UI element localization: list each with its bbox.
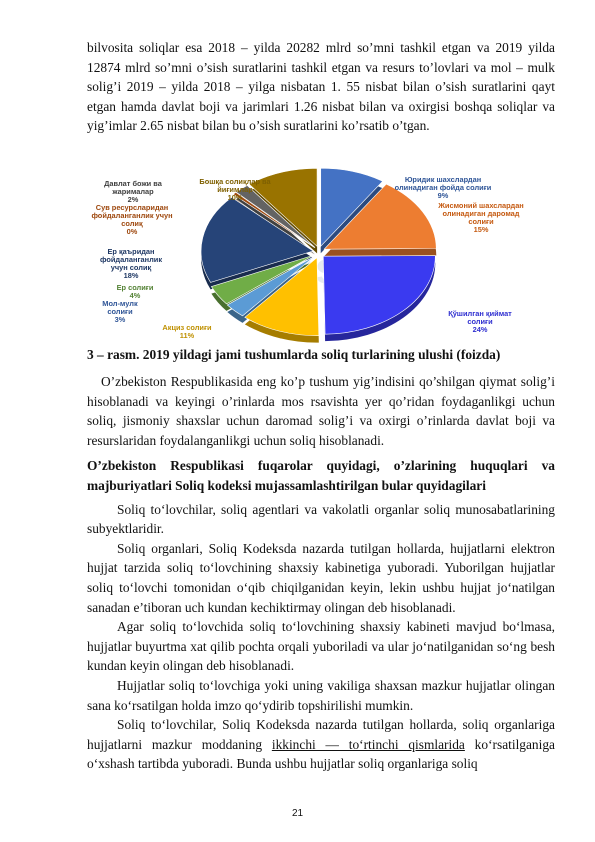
label-subsoil-tax: Ер қаъридан фойдаланганлик учун солиқ 18% [99, 247, 163, 280]
paragraph-personal-delivery: Hujjatlar soliq to‘lovchiga yoki uning vakiliga shaxsan mazkur hujjatlar olingan sana ko‘rsatilgan holda imzo qo‘ydirib topshirilishi mumkin. [87, 677, 555, 713]
paragraph-vat-summary: O’zbekiston Respublikasida eng ko’p tushum yig’indisini qo’shilgan qiymat solig’i hisoblanadi va keyingi o’rinlarda mos rsavishta yer qo’ridan foydaganlikgi uchun soliq, jismoniy shaxslar uchun daromad solig’i va oxirgi o’rinlarda davlat boji va resurslaridan foydalanganlikgi uchun soliq hisoblanadi. [87, 374, 555, 448]
label-profit-tax: Юридик шахслардан олинадиган фойда солиғи 9% [394, 175, 492, 200]
paragraph-taxpayer-docs [87, 715, 555, 774]
figure-caption: 3 – rasm. 2019 yildagi jami tushumlarda soliq turlarining ulushi (foizda) [87, 347, 501, 362]
paragraph-intro: bilvosita soliqlar esa 2018 – yilda 20282 mlrd so’mni tashkil etgan va 2019 yilda 12874 mlrd so’mni o’sish suratlarini tashkil etgan va resurs to’lovlari va mol – mulk solig’i 2019 – yilda 2018 – yilga nisbatan 1. 55 nisbat bilan o’sish suratlarini qayt etgan hamda davlat boji va jarimlari 1.26 nisbat bilan va oxirgisi boshqa soliqlar va yig’imlar 2.65 nisbat bilan bu o’sish suratlarini ko’rsatib o’tgan. [87, 40, 555, 134]
text-part-a: Soliq to‘lovchilar, Soliq Kodeksda nazarda tutilgan hollarda, soliq organlariga hujjatlarni mazkur moddaning [87, 717, 555, 752]
tax-share-pie-chart [87, 168, 555, 343]
label-vat: Қўшилган қиймат солиғи 24% [448, 309, 512, 334]
paragraph-electronic-docs: Soliq organlari, Soliq Kodeksda nazarda tutilgan hollarda, hujjatlarni elektron hujjat tarzida soliq to‘lovchining shaxsiy kabinetiga yuboradi. Yuborilgan hujjatlar soliq to‘lovchi tomonidan o‘qib chiqilganidan keyin, lekin ushbu hujjat jo‘natilgan sanadan e’tiboran uch kundan kechiktirmay olingan deb hisoblanadi. [87, 540, 555, 615]
page-number: 21 [291, 808, 304, 819]
paragraph-postal-docs: Agar soliq to‘lovchida soliq to‘lovchining shaxsiy kabineti mavjud bo‘lmasa, hujjatlar buyurtma xat qilib pochta orqali yuboriladi va ular jo‘natilganidan so‘ng besh kundan keyin olingan deb hisoblanadi. [87, 619, 555, 674]
label-land-tax: Ер солиғи 4% [116, 283, 154, 300]
label-other-taxes: Бошқа солиқлар ва йиғимлар 10% [199, 177, 271, 202]
article-reference-link[interactable]: ikkinchi — to‘rtinchi qismlarida [271, 736, 465, 752]
text-part-b: ko‘rsatilganiga o‘xshash tartibda yuboradi. Bunda ushbu hujjatlar soliq organlariga soliq [87, 736, 555, 772]
label-water-tax: Сув ресурсларидан фойдаланганлик учун солиқ 0% [91, 203, 173, 236]
label-state-duty: Давлат божи ва жарималар 2% [104, 179, 162, 204]
document-page [87, 38, 555, 136]
section-heading: O’zbekiston Respublikasi fuqarolar quyidagi, o’zlarining huquqlari va majburiyatlari Soliq kodeksi mujassamlashtirilgan bular quyidagilari [87, 458, 555, 493]
label-income-tax: Жисмоний шахслардан олинадиган даромад солиғи 15% [438, 201, 524, 234]
label-excise: Акциз солиғи 11% [162, 323, 212, 340]
pie-slice-2 [323, 256, 435, 335]
label-property-tax: Мол-мулк солиғи 3% [102, 299, 138, 324]
document-body [87, 372, 555, 774]
paragraph-subjects: Soliq to‘lovchilar, soliq agentlari va vakolatli organlar soliq munosabatlarining subyektlaridir. [87, 501, 555, 537]
